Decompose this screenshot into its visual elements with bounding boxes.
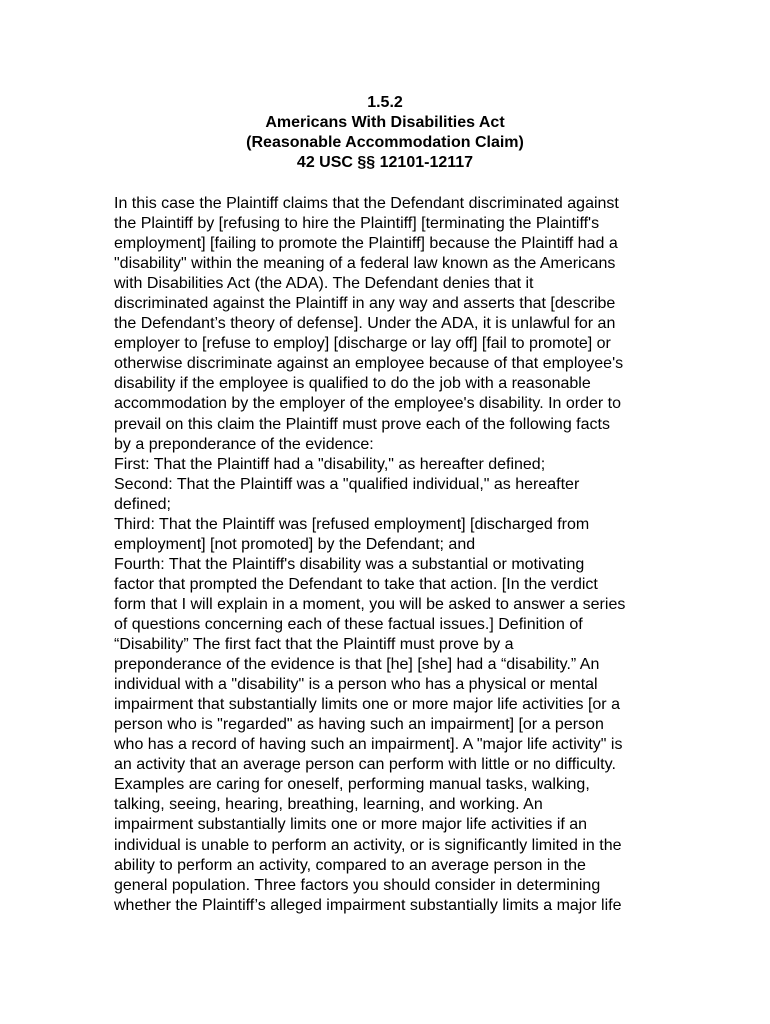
body-line: defined; — [114, 495, 171, 513]
body-line: “Disability” The first fact that the Plaintiff must prove by a — [114, 636, 514, 654]
body-line: person who is "regarded" as having such an impairment] [or a person — [114, 716, 604, 734]
body-line: the Defendant’s theory of defense]. Under the ADA, it is unlawful for an — [114, 315, 616, 333]
body-line: general population. Three factors you should consider in determining — [114, 876, 601, 894]
body-line: talking, seeing, hearing, breathing, learning, and working. An — [114, 796, 543, 814]
body-line: discriminated against the Plaintiff in any way and asserts that [describe — [114, 295, 616, 313]
body-line: otherwise discriminate against an employee because of that employee's — [114, 355, 624, 373]
body-line: employer to [refuse to employ] [discharge or lay off] [fail to promote] or — [114, 335, 611, 353]
body-line: prevail on this claim the Plaintiff must prove each of the following facts — [114, 415, 610, 433]
body-line: impairment that substantially limits one or more major life activities [or a — [114, 696, 620, 714]
body-line: employment] [not promoted] by the Defendant; and — [114, 535, 476, 553]
body-line: ability to perform an activity, compared to an average person in the — [114, 856, 586, 874]
document-subtitle: (Reasonable Accommodation Claim) — [246, 134, 524, 151]
body-line: with Disabilities Act (the ADA). The Defendant denies that it — [114, 275, 534, 293]
body-line: accommodation by the employer of the employee's disability. In order to — [114, 395, 622, 413]
body-line: individual is unable to perform an activity, or is significantly limited in the — [114, 836, 622, 854]
body-line: the Plaintiff by [refusing to hire the Plaintiff] [terminating the Plaintiff's — [114, 215, 600, 233]
body-line: form that I will explain in a moment, you will be asked to answer a series — [114, 595, 626, 613]
section-number: 1.5.2 — [367, 94, 403, 111]
body-line: impairment substantially limits one or more major life activities if an — [114, 816, 588, 834]
body-text — [114, 194, 666, 916]
document-title: Americans With Disabilities Act — [265, 114, 505, 131]
body-line: In this case the Plaintiff claims that the Defendant discriminated against — [114, 195, 619, 212]
body-line: of questions concerning each of these factual issues.] Definition of — [114, 615, 583, 633]
body-line: "disability" within the meaning of a federal law known as the Americans — [114, 255, 616, 273]
document-heading — [114, 93, 656, 173]
body-line: preponderance of the evidence is that [he] [she] had a “disability.” An — [114, 656, 600, 674]
body-line: factor that prompted the Defendant to take that action. [In the verdict — [114, 575, 598, 593]
body-line: who has a record of having such an impairment]. A "major life activity" is — [114, 736, 623, 754]
body-line: by a preponderance of the evidence: — [114, 435, 374, 453]
body-line: employment] [failing to promote the Plaintiff] because the Plaintiff had a — [114, 235, 618, 253]
statute-citation: 42 USC §§ 12101-12117 — [296, 154, 474, 171]
body-line: Examples are caring for oneself, performing manual tasks, walking, — [114, 776, 590, 794]
body-line: Fourth: That the Plaintiff's disability was a substantial or motivating — [114, 555, 585, 573]
body-line: whether the Plaintiff’s alleged impairment substantially limits a major life — [114, 896, 622, 914]
body-line: individual with a "disability" is a person who has a physical or mental — [114, 676, 598, 694]
body-line: First: That the Plaintiff had a "disability," as hereafter defined; — [114, 455, 546, 473]
body-line: Third: That the Plaintiff was [refused employment] [discharged from — [114, 515, 590, 533]
body-line: disability if the employee is qualified to do the job with a reasonable — [114, 375, 591, 393]
body-line: Second: That the Plaintiff was a "qualified individual," as hereafter — [114, 475, 580, 493]
body-line: an activity that an average person can perform with little or no difficulty. — [114, 756, 616, 774]
